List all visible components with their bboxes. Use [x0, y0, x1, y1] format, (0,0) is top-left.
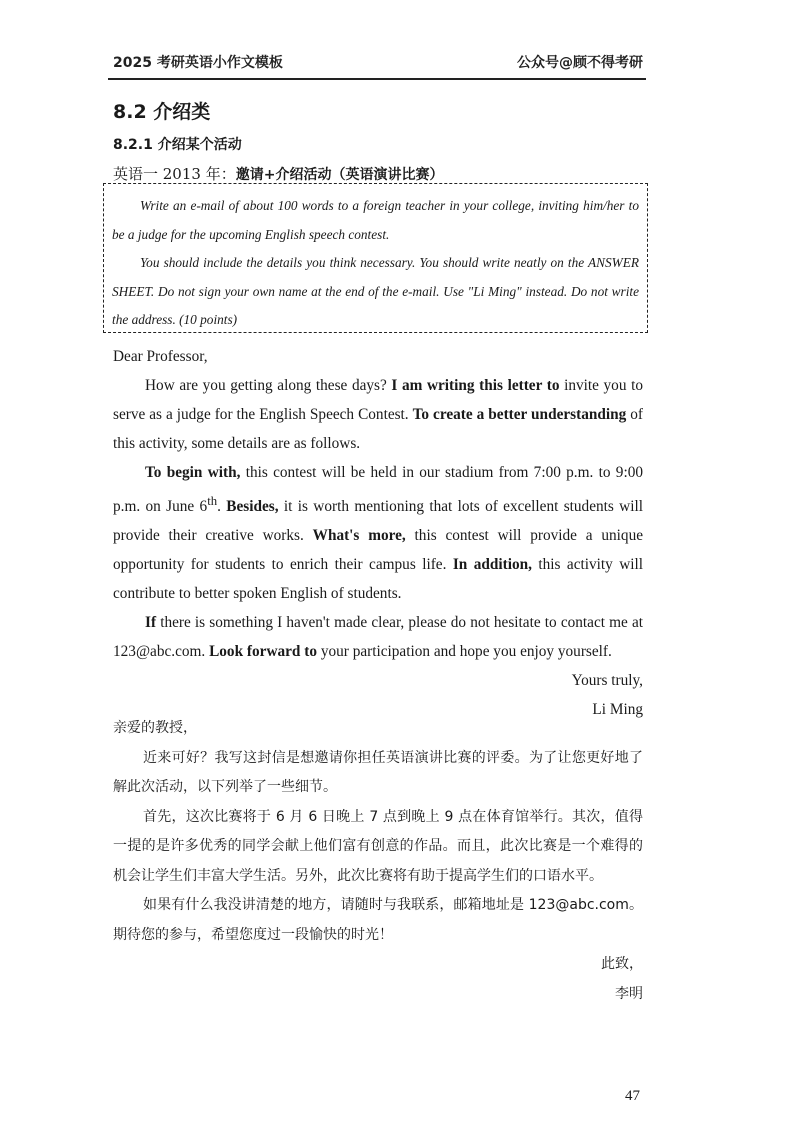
- english-letter: [113, 342, 643, 724]
- prompt-box: [103, 183, 648, 333]
- prompt-paragraph-2: You should include the details you think necessary. You should write neatly on the ANSWER SHEET. Do not sign your own name at the end of the e-mail. Use "Li Ming" instead. Do not write the address. (10 points): [112, 255, 639, 327]
- header-account: 公众号@顾不得考研: [517, 55, 643, 71]
- page-number: 47: [625, 1088, 640, 1104]
- letter-salutation: Dear Professor,: [113, 348, 208, 365]
- letter-paragraph-3: [113, 608, 643, 666]
- key-phrase: Look forward to: [209, 643, 318, 661]
- exam-prefix: 英语一 2013 年：: [113, 165, 236, 183]
- translation-paragraph-1: 近来可好？我写这封信是想邀请你担任英语演讲比赛的评委。为了让您更好地了解此次活动，以下列举了一些细节。: [113, 749, 643, 795]
- text: it is worth mentioning that lots of excellent students will provide their creative works.: [113, 498, 643, 545]
- subsection-title: 8.2.1 介绍某个活动: [113, 137, 242, 153]
- text: this contest will be held in our stadium from 7:00 p.m. to 9:00 p.m. on June 6: [113, 464, 643, 516]
- superscript: th: [207, 494, 218, 508]
- key-phrase: If: [145, 614, 157, 632]
- key-phrase: To begin with,: [145, 464, 241, 481]
- text: How are you getting along these days?: [145, 377, 392, 394]
- header-book-title: 2025 考研英语小作文模板: [113, 55, 283, 71]
- letter-closing: Yours truly,: [571, 672, 643, 690]
- text: your participation and hope you enjoy yourself.: [317, 643, 612, 661]
- text: this contest will provide a unique opportunity for students to enrich their campus life.: [113, 527, 644, 574]
- key-phrase: To create a better understanding: [412, 406, 627, 423]
- translation-salutation: 亲爱的教授，: [113, 720, 197, 736]
- prompt-paragraph-1: Write an e-mail of about 100 words to a foreign teacher in your college, inviting him/her to be a judge for the upcoming English speech contest.: [112, 198, 639, 242]
- translation-paragraph-2: 首先，这次比赛将于 6 月 6 日晚上 7 点到晚上 9 点在体育馆举行。其次，值得一提的是许多优秀的同学会献上他们富有创意的作品。而且，此次比赛是一个难得的机会让学生们丰富大学生活。另外，此次比赛将有助于提高学生们的口语水平。: [113, 808, 643, 884]
- page-header: [113, 52, 643, 72]
- text: this activity will contribute to better spoken English of students.: [113, 556, 643, 603]
- chinese-translation: [113, 714, 643, 1009]
- translation-paragraph-3: 如果有什么我没讲清楚的地方，请随时与我联系，邮箱地址是 123@abc.com。期待您的参与，希望您度过一段愉快的时光！: [113, 897, 643, 943]
- text: of this activity, some details are as follows.: [113, 406, 644, 452]
- exam-topic: 邀请+介绍活动（英语演讲比赛）: [235, 167, 444, 183]
- key-phrase: What's more,: [312, 527, 406, 545]
- key-phrase: In addition,: [452, 556, 532, 574]
- section-title: 8.2 介绍类: [113, 101, 211, 123]
- translation-signature: 李明: [615, 985, 643, 1002]
- letter-paragraph-2: [113, 458, 643, 608]
- key-phrase: Besides,: [226, 498, 279, 516]
- header-rule: [108, 78, 646, 80]
- key-phrase: I am writing this letter to: [391, 377, 560, 394]
- translation-closing: 此致，: [601, 956, 643, 972]
- exam-title: [113, 163, 443, 184]
- text: invite you to serve as a judge for the English Speech Contest.: [113, 377, 643, 423]
- letter-paragraph-1: [113, 371, 643, 458]
- letter-signature: Li Ming: [592, 701, 643, 719]
- text: there is something I haven't made clear, please do not hesitate to contact me at 123@abc.com.: [113, 614, 643, 661]
- text: .: [217, 498, 227, 516]
